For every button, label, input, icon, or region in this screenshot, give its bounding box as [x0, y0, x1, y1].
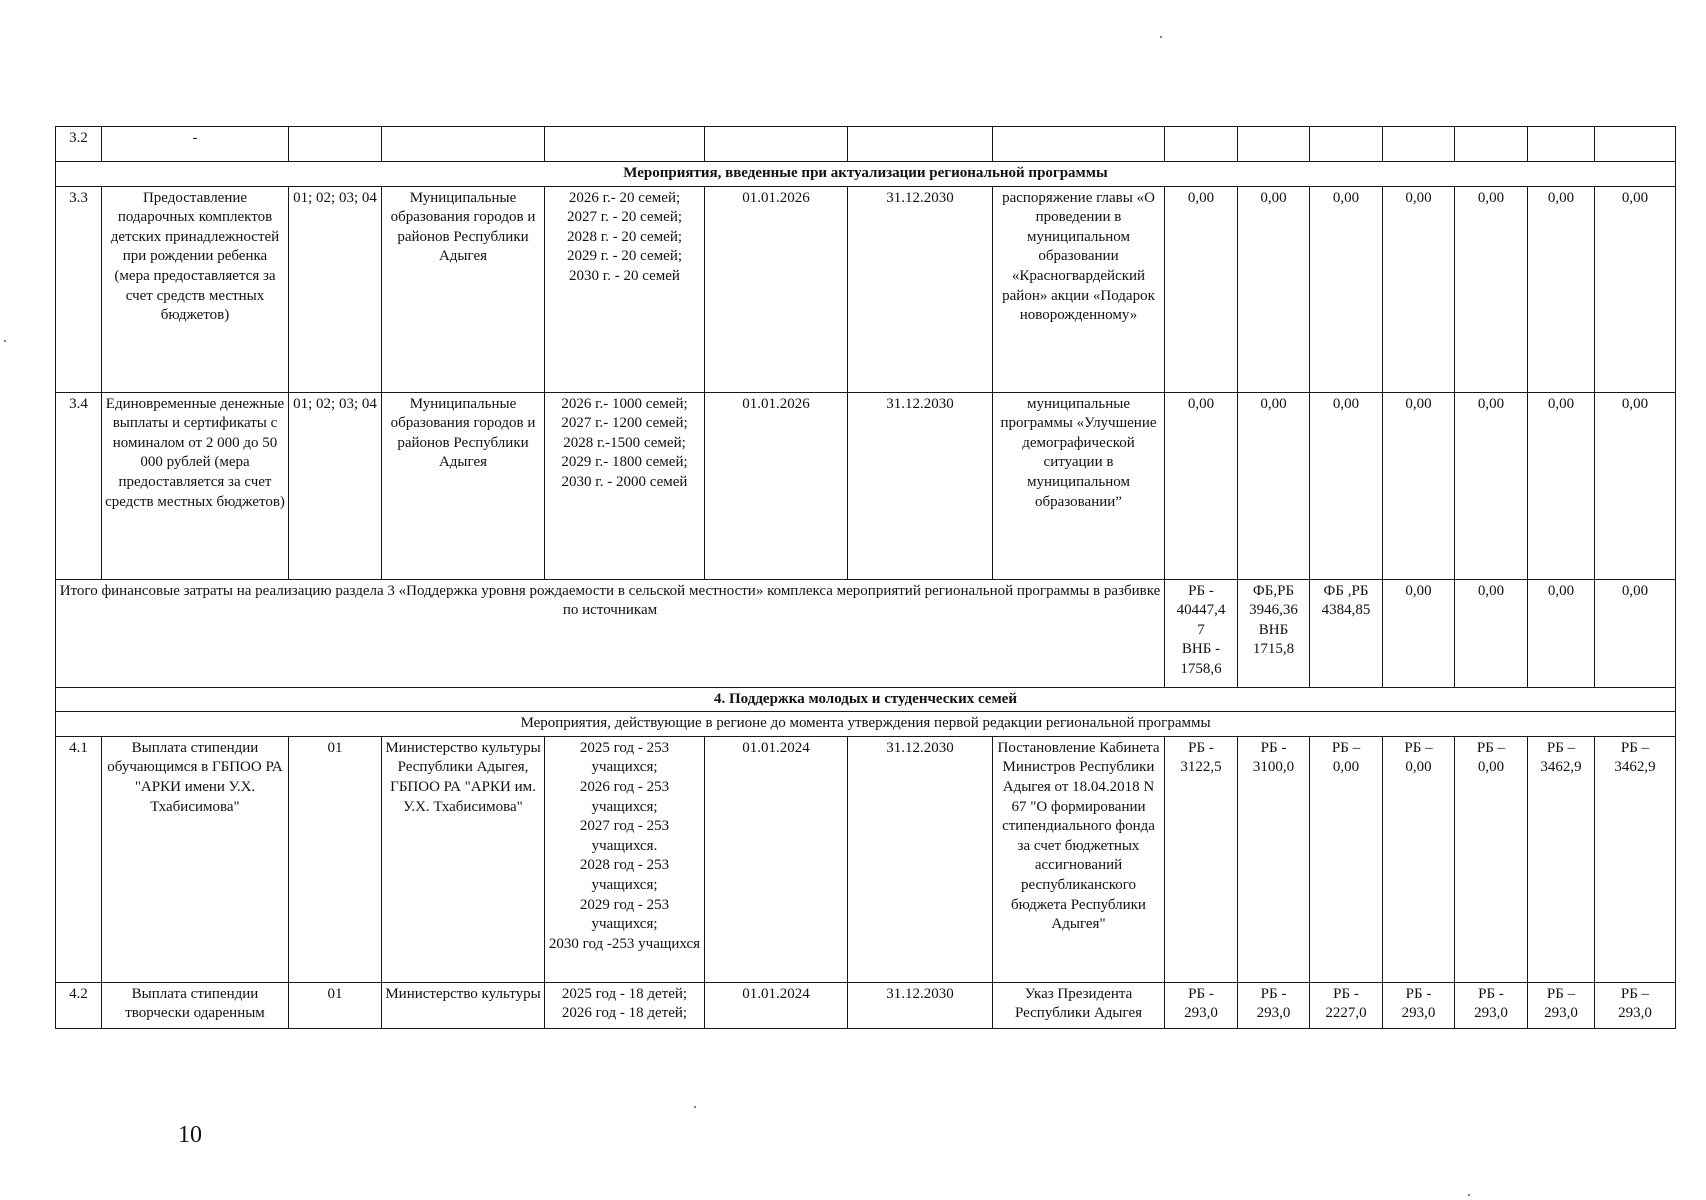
- total-label: Итого финансовые затраты на реализацию раздела 3 «Поддержка уровня рождаемости в сельской местности» комплекса мероприятий региональной программы в разбивке по источникам: [56, 579, 1165, 687]
- legal-basis: распоряжение главы «О проведении в муниципальном образовании «Красногвардейский район» акции «Подарок новорожденному»: [993, 186, 1165, 392]
- financing-value: ФБ,РБ 3946,36 ВНБ 1715,8: [1238, 579, 1310, 687]
- codes: 01: [289, 736, 382, 982]
- executor: Муниципальные образования городов и районов Республики Адыгея: [382, 392, 545, 579]
- financing-value: 0,00: [1165, 186, 1238, 392]
- legal-basis: муниципальные программы «Улучшение демографической ситуации в муниципальном образовании”: [993, 392, 1165, 579]
- financing-value: 0,00: [1528, 392, 1595, 579]
- legal-basis: Указ Президента Республики Адыгея: [993, 982, 1165, 1028]
- row-number: 4.1: [56, 736, 102, 982]
- financing-value: ФБ ,РБ 4384,85: [1310, 579, 1383, 687]
- indicator: 2026 г.- 20 семей; 2027 г. - 20 семей; 2028 г. - 20 семей; 2029 г. - 20 семей; 2030 г. - 20 семей: [545, 186, 705, 392]
- row-number: 3.3: [56, 186, 102, 392]
- table-row: [56, 127, 1676, 162]
- measure-name: Выплата стипендии творчески одаренным: [102, 982, 289, 1028]
- subsection-heading: Мероприятия, введенные при актуализации региональной программы: [56, 162, 1676, 187]
- measure-name: Выплата стипендии обучающимся в ГБПОО РА "АРКИ имени У.Х. Тхабисимова": [102, 736, 289, 982]
- table-row: [56, 736, 1676, 982]
- financing-value: 0,00: [1383, 579, 1455, 687]
- financing-value: 0,00: [1238, 392, 1310, 579]
- indicator: 2026 г.- 1000 семей; 2027 г.- 1200 семей; 2028 г.-1500 семей; 2029 г.- 1800 семей; 2030 г. - 2000 семей: [545, 392, 705, 579]
- executor: Министерство культуры Республики Адыгея, ГБПОО РА "АРКИ им. У.Х. Тхабисимова": [382, 736, 545, 982]
- financing-value: РБ – 293,0: [1528, 982, 1595, 1028]
- measure-name: Предоставление подарочных комплектов детских принадлежностей при рождении ребенка (мера предоставляется за счет средств местных бюджетов): [102, 186, 289, 392]
- financing-value: 0,00: [1238, 186, 1310, 392]
- table-row: [56, 579, 1676, 687]
- financing-value: РБ - 293,0: [1383, 982, 1455, 1028]
- financing-value: 0,00: [1595, 579, 1676, 687]
- financing-value: РБ – 3462,9: [1595, 736, 1676, 982]
- table-row: [56, 982, 1676, 1028]
- end-date: 31.12.2030: [848, 186, 993, 392]
- financing-value: РБ - 3122,5: [1165, 736, 1238, 982]
- financing-value: РБ - 3100,0: [1238, 736, 1310, 982]
- codes: 01; 02; 03; 04: [289, 186, 382, 392]
- codes: 01; 02; 03; 04: [289, 392, 382, 579]
- table-row: [56, 687, 1676, 712]
- scan-speck: [1160, 36, 1162, 38]
- financing-value: 0,00: [1383, 392, 1455, 579]
- financing-value: РБ – 0,00: [1383, 736, 1455, 982]
- financing-value: 0,00: [1455, 579, 1528, 687]
- financing-value: РБ - 293,0: [1165, 982, 1238, 1028]
- financing-value: РБ - 293,0: [1238, 982, 1310, 1028]
- measures-table: [55, 126, 1676, 1029]
- start-date: 01.01.2026: [705, 186, 848, 392]
- financing-value: РБ – 0,00: [1455, 736, 1528, 982]
- financing-value: РБ – 0,00: [1310, 736, 1383, 982]
- financing-value: РБ – 293,0: [1595, 982, 1676, 1028]
- start-date: 01.01.2026: [705, 392, 848, 579]
- scan-speck: [1468, 1194, 1470, 1196]
- indicator: 2025 год - 18 детей; 2026 год - 18 детей;: [545, 982, 705, 1028]
- scan-speck: [4, 340, 6, 342]
- start-date: 01.01.2024: [705, 736, 848, 982]
- table-row: [56, 186, 1676, 392]
- financing-value: РБ - 40447,4 7 ВНБ - 1758,6: [1165, 579, 1238, 687]
- indicator: 2025 год - 253 учащихся; 2026 год - 253 учащихся; 2027 год - 253 учащихся. 2028 год - 253 учащихся; 2029 год - 253 учащихся; 2030 год -253 учащихся: [545, 736, 705, 982]
- page-number: 10: [178, 1122, 202, 1148]
- scan-speck: [694, 1106, 696, 1108]
- financing-value: 0,00: [1310, 392, 1383, 579]
- financing-value: 0,00: [1310, 186, 1383, 392]
- financing-value: 0,00: [1528, 579, 1595, 687]
- measure-name: Единовременные денежные выплаты и сертификаты с номиналом от 2 000 до 50 000 рублей (мера предоставляется за счет средств местных бюджетов): [102, 392, 289, 579]
- financing-value: 0,00: [1528, 186, 1595, 392]
- executor: Муниципальные образования городов и районов Республики Адыгея: [382, 186, 545, 392]
- legal-basis: Постановление Кабинета Министров Республики Адыгея от 18.04.2018 N 67 "О формировании стипендиального фонда за счет бюджетных ассигнований республиканского бюджета Республики Адыгея": [993, 736, 1165, 982]
- table-row: [56, 392, 1676, 579]
- table-row: [56, 162, 1676, 187]
- row-number: 3.2: [56, 127, 102, 162]
- table-row: [56, 712, 1676, 737]
- financing-value: РБ - 2227,0: [1310, 982, 1383, 1028]
- financing-value: 0,00: [1455, 186, 1528, 392]
- section-title: 4. Поддержка молодых и студенческих семей: [56, 687, 1676, 712]
- codes: 01: [289, 982, 382, 1028]
- end-date: 31.12.2030: [848, 982, 993, 1028]
- financing-value: РБ - 293,0: [1455, 982, 1528, 1028]
- financing-value: 0,00: [1455, 392, 1528, 579]
- end-date: 31.12.2030: [848, 736, 993, 982]
- subsection-heading: Мероприятия, действующие в регионе до момента утверждения первой редакции региональной программы: [56, 712, 1676, 737]
- end-date: 31.12.2030: [848, 392, 993, 579]
- financing-value: 0,00: [1595, 186, 1676, 392]
- start-date: 01.01.2024: [705, 982, 848, 1028]
- measure-name: -: [102, 127, 289, 162]
- executor: Министерство культуры: [382, 982, 545, 1028]
- financing-value: 0,00: [1595, 392, 1676, 579]
- financing-value: РБ – 3462,9: [1528, 736, 1595, 982]
- financing-value: 0,00: [1383, 186, 1455, 392]
- row-number: 4.2: [56, 982, 102, 1028]
- financing-value: 0,00: [1165, 392, 1238, 579]
- row-number: 3.4: [56, 392, 102, 579]
